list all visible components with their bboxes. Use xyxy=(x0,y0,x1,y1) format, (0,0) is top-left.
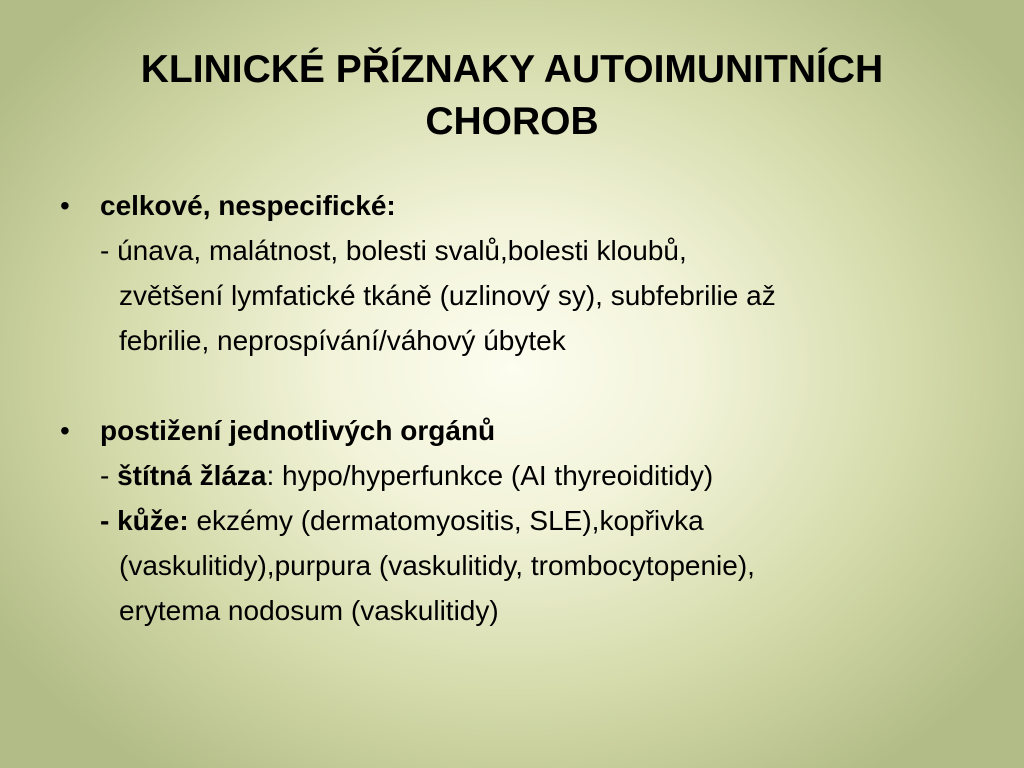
title-line-2: CHOROB xyxy=(425,100,599,143)
general-line-1 xyxy=(0,228,1024,273)
slide-body xyxy=(0,183,1024,633)
skin-line-3-text: erytema nodosum (vaskulitidy) xyxy=(119,595,499,626)
skin-description: ekzémy (dermatomyositis, SLE),kopřivka xyxy=(188,505,704,536)
thyroid-label: štítná žláza xyxy=(117,460,267,491)
bullet-organs xyxy=(0,408,1024,453)
organ-skin xyxy=(0,498,1024,543)
title-line-1: KLINICKÉ PŘÍZNAKY AUTOIMUNITNÍCH xyxy=(140,48,884,91)
general-line-1-text: - únava, malátnost, bolesti svalů,bolesti kloubů, xyxy=(100,235,687,266)
skin-line-2-text: (vaskulitidy),purpura (vaskulitidy, trombocytopenie), xyxy=(119,550,755,581)
section-spacer xyxy=(0,363,1024,408)
skin-label: - kůže: xyxy=(100,505,189,536)
organ-thyroid-text xyxy=(100,453,713,498)
general-line-2 xyxy=(0,273,1024,318)
organ-thyroid xyxy=(0,453,1024,498)
general-line-3 xyxy=(0,318,1024,363)
bullet-icon: • xyxy=(60,190,70,221)
thyroid-dash: - xyxy=(100,460,118,491)
bullet-general-heading: celkové, nespecifické: xyxy=(100,190,396,221)
bullet-icon: • xyxy=(60,415,70,446)
slide-title xyxy=(40,44,984,148)
organ-skin-text xyxy=(100,498,704,543)
general-line-2-text: zvětšení lymfatické tkáně (uzlinový sy), subfebrilie až xyxy=(119,280,776,311)
organ-skin-line-3 xyxy=(0,588,1024,633)
organ-skin-line-2 xyxy=(0,543,1024,588)
bullet-general xyxy=(0,183,1024,228)
thyroid-description: : hypo/hyperfunkce (AI thyreoiditidy) xyxy=(266,460,714,491)
general-line-3-text: febrilie, neprospívání/váhový úbytek xyxy=(119,325,566,356)
bullet-organs-heading: postižení jednotlivých orgánů xyxy=(100,415,496,446)
